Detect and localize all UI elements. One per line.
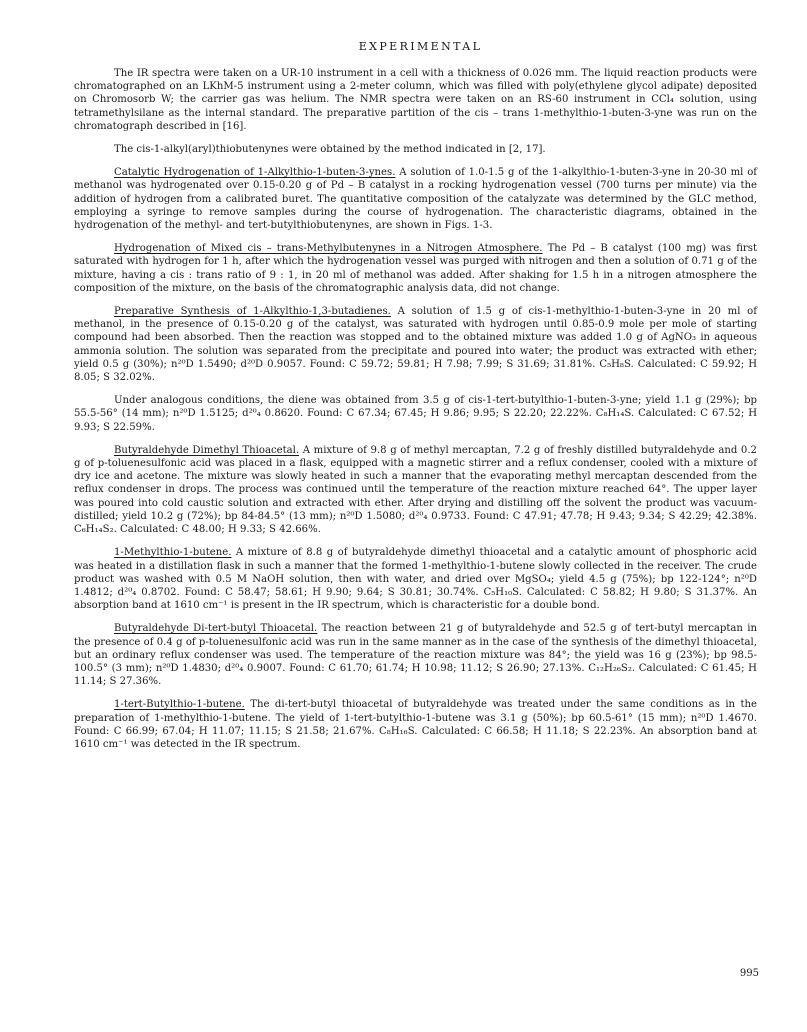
paragraph-body: The reaction between 21 g of butyraldehyde and 52.5 g of tert-butyl mercaptan in the presence of 0.4 g of p-toluenesulfonic acid was run in the same manner as in the case of the synthesis of the dimethyl thioacetal, but an ordinary reflux condenser was used. The temperature of the reaction mixture was 84°; the yield was 16 g (23%); bp 98.5-100.5° (3 mm); n²⁰D 1.4830; d²⁰₄ 0.9007. Found: C 61.70; 61.74; H 10.98; 11.12; S 26.90; 27.13%. C₁₂H₂₆S₂. Calculated: C 61.45; H 11.14; S 27.36%.: [74, 623, 757, 688]
section-heading: EXPERIMENTAL: [358, 40, 483, 53]
paragraph-body: Under analogous conditions, the diene was obtained from 3.5 g of cis-1-tert-butylthio-1-buten-3-yne; yield 1.1 g (29%); bp 55.5-56° (14 mm); n²⁰D 1.5125; d²⁰₄ 0.8620. Found: C 67.34; 67.45; H 9.86; 9.95; S 22.20; 22.22%. C₈H₁₄S. Calculated: C 67.52; H 9.93; S 22.59%.: [74, 395, 757, 433]
paragraph-body: The cis-1-alkyl(aryl)thiobutenynes were obtained by the method indicated in [2, 17].: [114, 144, 546, 156]
paragraph-instruments: [74, 67, 757, 133]
paragraph-lead: Butyraldehyde Di-tert-butyl Thioacetal.: [114, 623, 318, 635]
paragraph-diene: [74, 394, 757, 434]
paragraph-preparative-synthesis: [74, 305, 757, 384]
paragraph-cis-method: [74, 143, 757, 156]
paragraph-lead: Preparative Synthesis of 1-Alkylthio-1,3-butadienes.: [114, 306, 391, 318]
paragraph-body: The di-tert-butyl thioacetal of butyraldehyde was treated under the same conditions as in the preparation of 1-methylthio-1-butene. The yield of 1-tert-butylthio-1-butene was 3.1 g (50%); bp 60.5-61° (15 mm); n²⁰D 1.4670. Found: C 66.99; 67.04; H 11.07; 11.15; S 21.58; 21.67%. C₈H₁₆S. Calculated: C 66.58; H 11.18; S 22.23%. An absorption band at 1610 cm⁻¹ was detected in the IR spectrum.: [74, 699, 757, 750]
page-number: 995: [739, 968, 759, 979]
paragraph-lead: Catalytic Hydrogenation of 1-Alkylthio-1-buten-3-ynes.: [114, 167, 396, 179]
paragraph-di-tert-butyl-thioacetal: [74, 622, 757, 688]
paragraph-body: A solution of 1.0-1.5 g of the 1-alkylthio-1-buten-3-yne in 20-30 ml of methanol was hydrogenated over 0.15-0.20 g of Pd – B catalyst in a rocking hydrogenation vessel (700 turns per minute) via the addition of hydrogen from a calibrated buret. The quantitative composition of the catalyzate was determined by the GLC method, employing a syringe to remove samples during the course of hydrogenation. The characteristic diagrams, obtained in the hydrogenation of the methyl- and tert-butylthiobutenynes, are shown in Figs. 1-3.: [74, 167, 758, 232]
paragraph-body: A mixture of 9.8 g of methyl mercaptan, 7.2 g of freshly distilled butyraldehyde and 0.2 g of p-toluenesulfonic acid was placed in a flask, equipped with a magnetic stirrer and a reflux condenser, cooled with a mixture of dry ice and acetone. The mixture was slowly heated in such a manner that the evaporating methyl mercaptan descended from the reflux condenser in drops. The process was continued until the temperature of the reaction mixture reached 64°. The upper layer was poured into cold caustic solution and extracted with ether. After drying and distilling off the solvent the product was vacuum-distilled; yield 10.2 g (72%); bp 84-84.5° (13 mm); n²⁰D 1.5080; d²⁰₄ 0.9733. Found: C 47.91; 47.78; H 9.43; 9.34; S 42.29; 42.38%. C₆H₁₄S₂. Calculated: C 48.00; H 9.33; S 42.66%.: [74, 444, 757, 536]
paragraph-body: The Pd – B catalyst (100 mg) was first saturated with hydrogen for 1 h, after which the hydrogenation vessel was purged with nitrogen and then a solution of 0.71 g of the mixture, having a cis : trans ratio of 9 : 1, in 20 ml of methanol was added. After shaking for 1.5 h in a nitrogen atmosphere the composition of the mixture, on the basis of the chromatographic analysis data, did not change.: [74, 243, 757, 294]
paragraph-lead: Hydrogenation of Mixed cis – trans-Methylbutenynes in a Nitrogen Atmosphere.: [114, 243, 543, 255]
paragraph-dimethyl-thioacetal: [74, 444, 757, 536]
paragraph-lead: 1-Methylthio-1-butene.: [114, 547, 232, 559]
paragraph-body: A mixture of 8.8 g of butyraldehyde dimethyl thioacetal and a catalytic amount of phosphoric acid was heated in a distillation flask in such a manner that the formed 1-methylthio-1-butene slowly collected in the receiver. The crude product was washed with 0.5 M NaOH solution, then with water, and dried over MgSO₄; yield 4.5 g (75%); bp 122-124°; n²⁰D 1.4812; d²⁰₄ 0.8702. Found: C 58.47; 58.61; H 9.90; 9.64; S 30.81; 30.74%. C₅H₁₀S. Calculated: C 58.82; H 9.80; S 31.37%. An absorption band at 1610 cm⁻¹ is present in the IR spectrum, which is characteristic for a double bond.: [74, 547, 757, 612]
paragraph-nitrogen-atmosphere: [74, 242, 757, 295]
paragraph-catalytic-hydrogenation: [74, 166, 757, 232]
paragraph-body: A solution of 1.5 g of cis-1-methylthio-1-buten-3-yne in 20 ml of methanol, in the presence of 0.15-0.20 g of the catalyst, was saturated with hydrogen until 0.85-0.9 mole per mole of starting compound had been absorbed. Then the reaction was stopped and to the obtained mixture was added 1.0 g of AgNO₃ in aqueous ammonia solution. The solution was separated from the precipitate and poured into water; the product was extracted with ether; yield 0.5 g (30%); n²⁰D 1.5490; d²⁰D 0.9057. Found: C 59.72; 59.81; H 7.98; 7.99; S 31.69; 31.81%. C₅H₈S. Calculated: C 59.92; H 8.05; S 32.02%.: [74, 306, 757, 384]
paragraph-methylthiobutene: [74, 546, 757, 612]
paragraph-tert-butylthiobutene: [74, 698, 757, 751]
paragraph-lead: Butyraldehyde Dimethyl Thioacetal.: [114, 444, 300, 456]
paragraph-body: The IR spectra were taken on a UR-10 instrument in a cell with a thickness of 0.026 mm. The liquid reaction products were chromatographed on an LKhM-5 instrument using a 2-meter column, which was filled with poly(ethylene glycol adipate) deposited on Chromosorb W; the carrier gas was helium. The NMR spectra were taken on an RS-60 instrument in CCl₄ solution, using tetramethylsilane as the internal standard. The preparative partition of the cis – trans 1-methylthio-1-buten-3-yne was run on the chromatograph described in [16].: [74, 68, 757, 132]
paragraph-lead: 1-tert-Butylthio-1-butene.: [114, 699, 245, 711]
